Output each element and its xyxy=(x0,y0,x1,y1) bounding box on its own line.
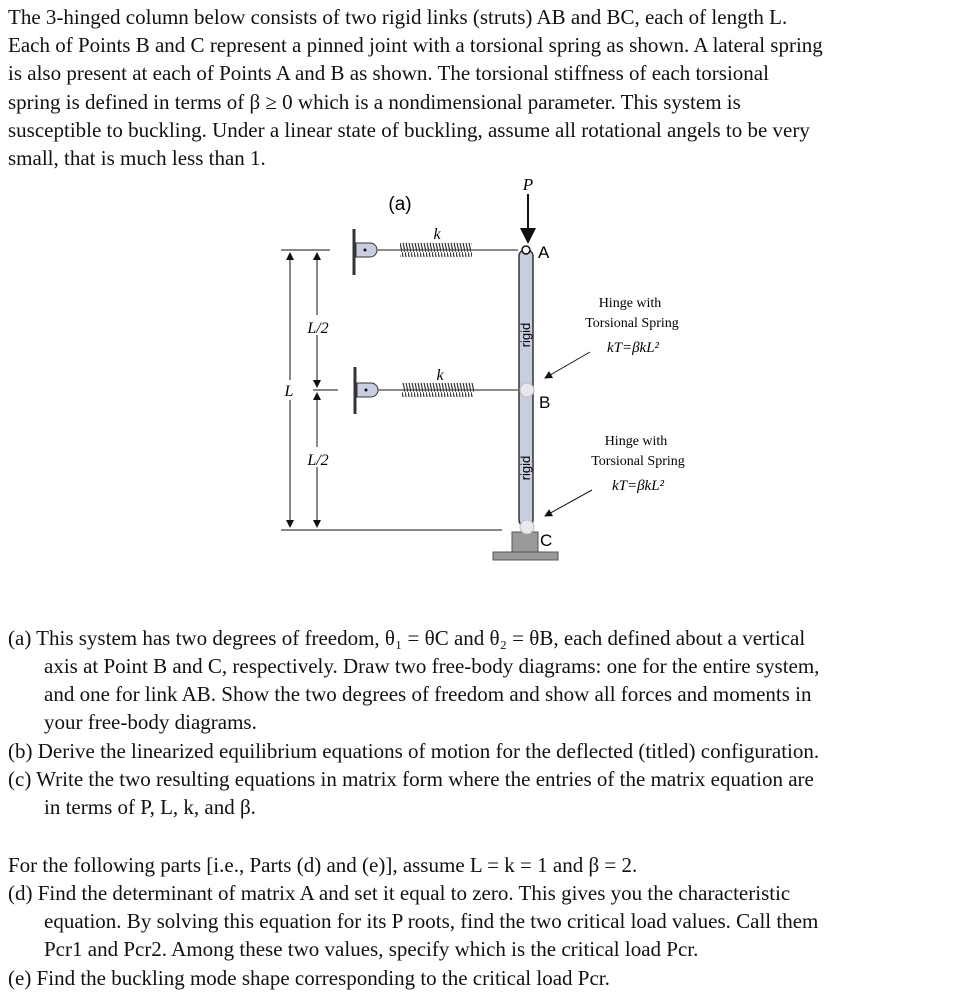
point-C-label: C xyxy=(540,531,553,550)
point-B-label: B xyxy=(539,393,551,412)
intro-line: The 3-hinged column below consists of two rigid links (struts) AB and BC, each of length L. xyxy=(8,5,788,29)
part-d-line: (d) Find the determinant of matrix A and set it equal to zero. This gives you the characteristic xyxy=(8,881,791,905)
svg-text:Torsional Spring: Torsional Spring xyxy=(585,316,679,331)
part-c-line: (c) Write the two resulting equations in matrix form where the entries of the matrix equation are xyxy=(8,767,814,791)
torsional-hinge-B xyxy=(520,383,534,397)
hinge-label-C xyxy=(545,434,685,516)
svg-text:kT=βkL²: kT=βkL² xyxy=(611,478,665,494)
load-label: P xyxy=(522,175,534,194)
rigid-label-AB: rigid xyxy=(518,322,533,348)
svg-text:kT=βkL²: kT=βkL² xyxy=(606,340,660,356)
hinge-label-B xyxy=(545,296,679,378)
part-c-line: in terms of P, L, k, and β. xyxy=(44,795,256,819)
point-A-label: A xyxy=(538,243,550,262)
intro-line: Each of Points B and C represent a pinned joint with a torsional spring as shown. A lateral spring xyxy=(8,33,823,57)
part-b-line: (b) Derive the linearized equilibrium equations of motion for the deflected (titled) configuration. xyxy=(8,739,820,763)
svg-text:Torsional Spring: Torsional Spring xyxy=(591,454,685,469)
base-support xyxy=(512,532,538,552)
part-d-line: Pcr1 and Pcr2. Among these two values, specify which is the critical load Pcr. xyxy=(44,937,699,961)
base-plate xyxy=(493,552,558,560)
part-a-line: (a) This system has two degrees of freedom, θ₁ = θC and θ₂ = θB, each defined about a vertical xyxy=(8,626,806,650)
assumption-line: For the following parts [i.e., Parts (d) and (e)], assume L = k = 1 and β = 2. xyxy=(8,853,638,877)
svg-text:Hinge with: Hinge with xyxy=(598,296,662,311)
spring-k-label: k xyxy=(433,226,441,243)
spring-k-label: k xyxy=(436,367,444,384)
intro-line: spring is defined in terms of β ≥ 0 which is a nondimensional parameter. This system is xyxy=(8,90,741,114)
dim-label-half-top: L/2 xyxy=(307,320,329,337)
intro-line: susceptible to buckling. Under a linear state of buckling, assume all rotational angels to be very xyxy=(8,118,810,142)
dim-label-half-bottom: L/2 xyxy=(307,452,329,469)
part-e-line: (e) Find the buckling mode shape corresponding to the critical load Pcr. xyxy=(8,966,610,990)
part-a-line: your free-body diagrams. xyxy=(44,710,257,734)
part-d-line: equation. By solving this equation for its P roots, find the two critical load values. Call them xyxy=(44,909,819,933)
intro-line: is also present at each of Points A and B as shown. The torsional stiffness of each torsional xyxy=(8,61,769,85)
pin-A xyxy=(522,246,530,254)
part-a-line: and one for link AB. Show the two degrees of freedom and show all forces and moments in xyxy=(44,682,812,706)
torsional-hinge-C xyxy=(520,520,534,534)
figure-label: (a) xyxy=(388,194,412,215)
spring-A xyxy=(354,226,518,275)
dim-label-L: L xyxy=(284,383,294,400)
part-a-line: axis at Point B and C, respectively. Draw two free-body diagrams: one for the entire system, xyxy=(44,654,820,678)
spring-B xyxy=(355,367,518,414)
svg-text:Hinge with: Hinge with xyxy=(604,434,668,449)
rigid-label-BC: rigid xyxy=(518,455,533,481)
intro-line: small, that is much less than 1. xyxy=(8,146,266,170)
